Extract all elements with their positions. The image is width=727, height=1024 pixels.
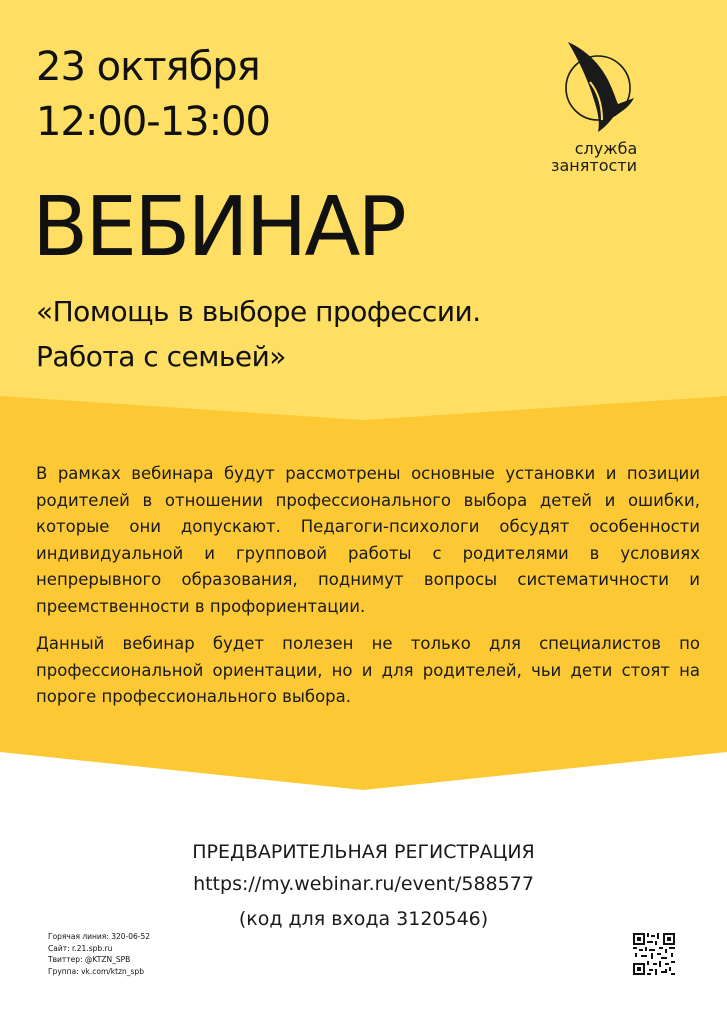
logo-text-line2: занятости [550,156,638,175]
twitter-text: Твиттер: @KTZN_SPB [48,955,131,964]
registration-link[interactable]: https://my.webinar.ru/event/588577 [193,873,534,895]
qr-code-icon[interactable] [632,932,676,976]
page-title: ВЕБИНАР [32,180,404,275]
website-text: Сайт: r.21.spb.ru [48,943,113,953]
description-paragraph-1: В рамках вебинара будут рассмотрены основные установки и позиции родителей в отношении профессионального выбора детей и ошибки, которые они допускают. Педагоги-психологи обсудят особенности индивидуальной и групповой работы с родителями в условиях непрерывного образования, поднимут вопросы систематичности и преемственности в профориентации. [36,464,700,616]
event-date: 23 октября [36,44,260,90]
logo-text-line1: служба [574,139,638,158]
hotline-text: Горячая линия: 320-06-52 [48,932,151,941]
eagle-icon [564,36,640,136]
webinar-topic-line2: Работа с семьей» [36,340,286,373]
description-paragraph-2: Данный вебинар будет полезен не только для специалистов по профессиональной ориентации, но и для родителей, чьи дети стоят на пороге профессионального выбора. [36,634,700,706]
vk-group-text: Группа: vk.com/ktzn_spb [48,966,144,976]
contact-info [48,931,150,977]
webinar-topic-line1: «Помощь в выборе профессии. [36,295,481,328]
employment-service-logo [540,36,660,176]
event-time: 12:00-13:00 [36,99,270,145]
access-code: (код для входа 3120546) [238,908,489,930]
registration-heading: ПРЕДВАРИТЕЛЬНАЯ РЕГИСТРАЦИЯ [192,841,535,863]
